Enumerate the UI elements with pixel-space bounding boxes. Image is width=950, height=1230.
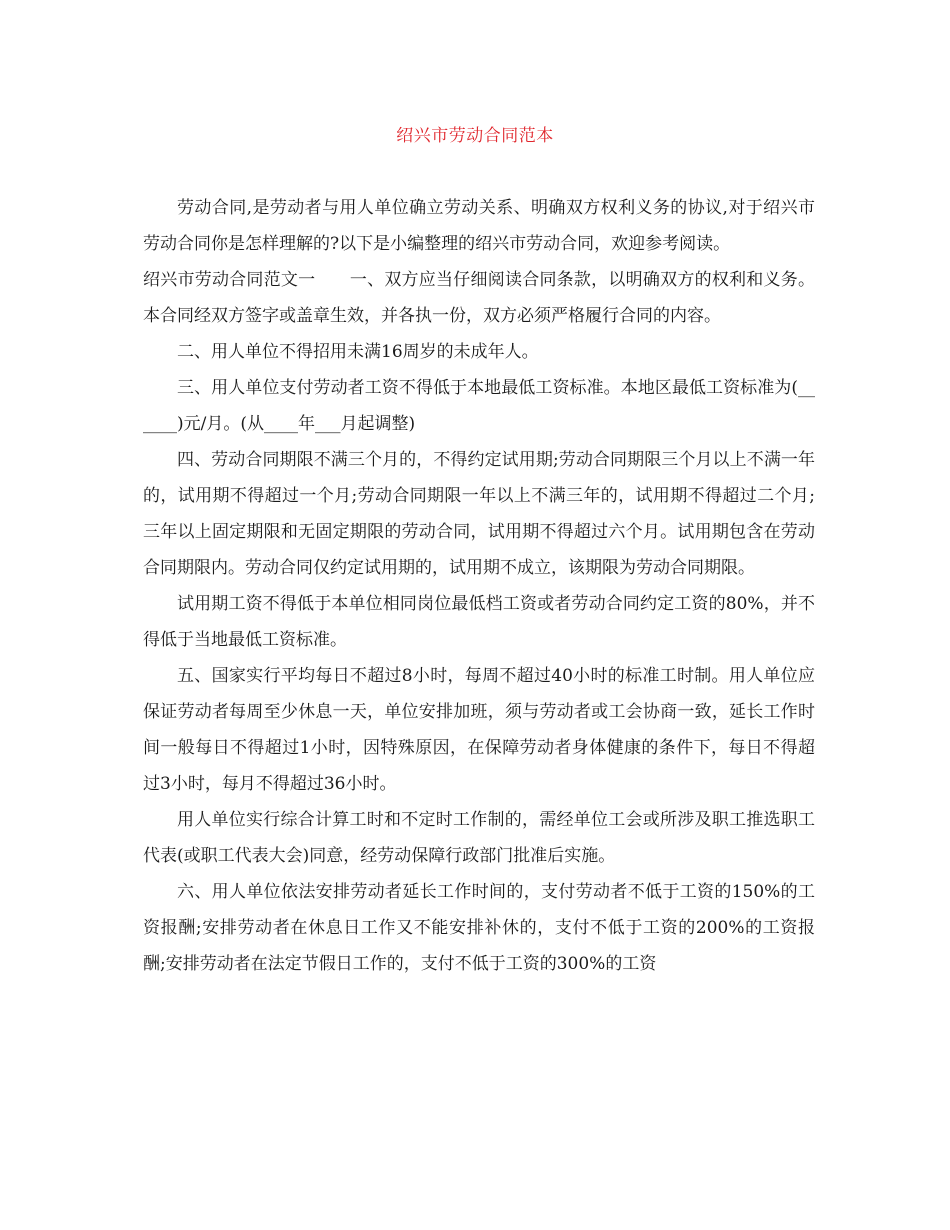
document-body xyxy=(143,190,815,982)
paragraph-working-hours: 用人单位实行综合计算工时和不定时工作制的，需经单位工会或所涉及职工推选职工代表(或职工代表大会)同意，经劳动保障行政部门批准后实施。 xyxy=(143,810,815,866)
paragraph-clause-2: 二、用人单位不得招用未满16周岁的未成年人。 xyxy=(177,342,539,362)
document-title: 绍兴市劳动合同范本 xyxy=(396,126,554,146)
paragraph-clause-3: 三、用人单位支付劳动者工资不得低于本地最低工资标准。本地区最低工资标准为(______)元/月。(从____年___月起调整) xyxy=(143,378,815,434)
paragraph-clause-5: 五、国家实行平均每日不超过8小时，每周不超过40小时的标准工时制。用人单位应保证劳动者每周至少休息一天，单位安排加班，须与劳动者或工会协商一致，延长工作时间一般每日不得超过1小时，因特殊原因，在保障劳动者身体健康的条件下，每日不得超过3小时，每月不得超过36小时。 xyxy=(143,666,815,794)
paragraph-intro: 劳动合同,是劳动者与用人单位确立劳动关系、明确双方权利义务的协议,对于绍兴市劳动合同你是怎样理解的?以下是小编整理的绍兴市劳动合同，欢迎参考阅读。 xyxy=(143,198,815,254)
paragraph-clause-6: 六、用人单位依法安排劳动者延长工作时间的，支付劳动者不低于工资的150%的工资报酬;安排劳动者在休息日工作又不能安排补休的，支付不低于工资的200%的工资报酬;安排劳动者在法定节假日工作的，支付不低于工资的300%的工资 xyxy=(143,882,815,974)
paragraph-clause-4: 四、劳动合同期限不满三个月的，不得约定试用期;劳动合同期限三个月以上不满一年的，试用期不得超过一个月;劳动合同期限一年以上不满三年的，试用期不得超过二个月;三年以上固定期限和无固定期限的劳动合同，试用期不得超过六个月。试用期包含在劳动合同期限内。劳动合同仅约定试用期的，试用期不成立，该期限为劳动合同期限。 xyxy=(143,450,815,578)
paragraph-clause-1: 绍兴市劳动合同范文一 一、双方应当仔细阅读合同条款，以明确双方的权利和义务。本合同经双方签字或盖章生效，并各执一份，双方必须严格履行合同的内容。 xyxy=(143,270,815,326)
paragraph-probation-wage: 试用期工资不得低于本单位相同岗位最低档工资或者劳动合同约定工资的80%，并不得低于当地最低工资标准。 xyxy=(143,594,815,650)
